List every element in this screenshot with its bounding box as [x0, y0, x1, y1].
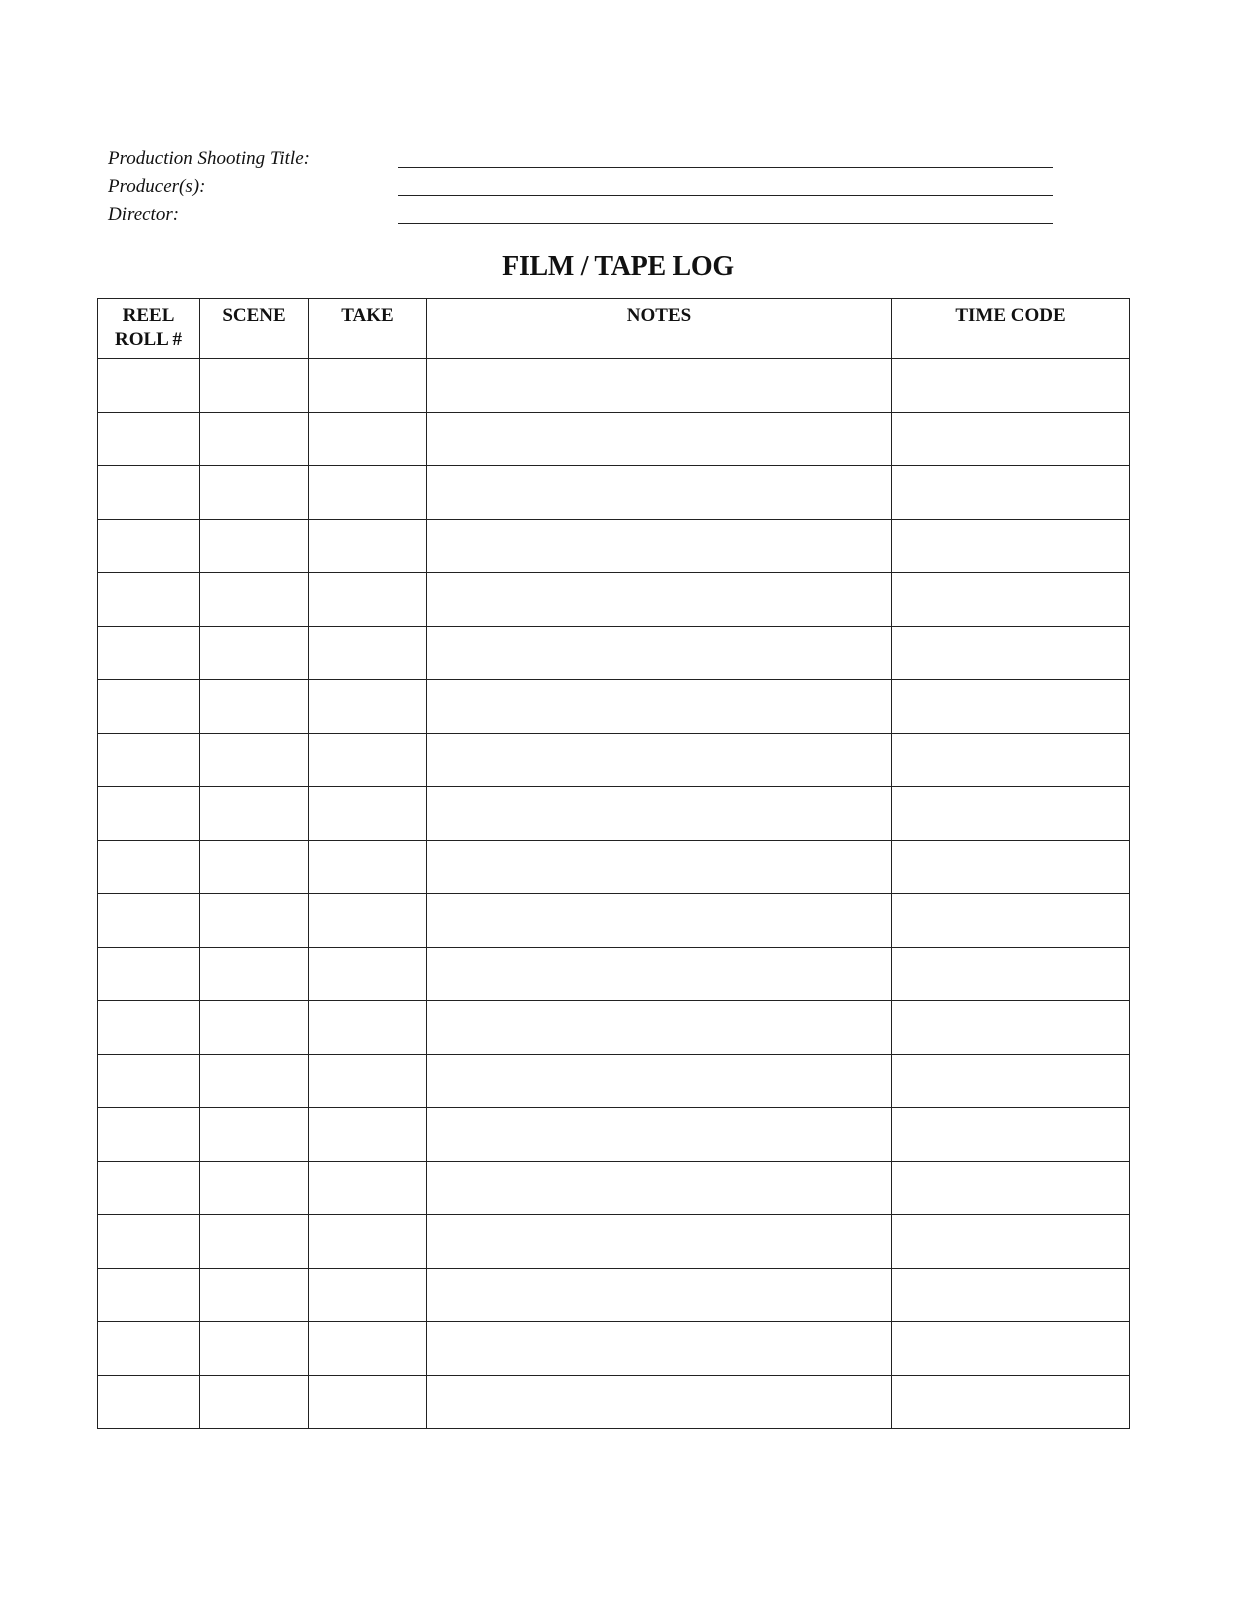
reel-roll-cell[interactable] [98, 573, 200, 627]
take-cell[interactable] [309, 1215, 427, 1269]
time-code-cell[interactable] [892, 787, 1130, 841]
notes-cell[interactable] [427, 1375, 892, 1429]
column-header-scene: SCENE [200, 299, 309, 359]
notes-cell[interactable] [427, 626, 892, 680]
take-cell[interactable] [309, 412, 427, 466]
take-cell[interactable] [309, 680, 427, 734]
scene-cell[interactable] [200, 1001, 309, 1055]
production-title-field[interactable] [398, 167, 1053, 168]
reel-roll-cell[interactable] [98, 1054, 200, 1108]
table-row [98, 1054, 1130, 1108]
take-cell[interactable] [309, 1161, 427, 1215]
take-cell[interactable] [309, 1322, 427, 1376]
scene-cell[interactable] [200, 1322, 309, 1376]
time-code-cell[interactable] [892, 894, 1130, 948]
take-cell[interactable] [309, 1375, 427, 1429]
notes-cell[interactable] [427, 787, 892, 841]
time-code-cell[interactable] [892, 947, 1130, 1001]
table-row [98, 840, 1130, 894]
time-code-cell[interactable] [892, 1054, 1130, 1108]
notes-cell[interactable] [427, 894, 892, 948]
take-cell[interactable] [309, 519, 427, 573]
scene-cell[interactable] [200, 1375, 309, 1429]
scene-cell[interactable] [200, 519, 309, 573]
production-info [108, 146, 1058, 230]
time-code-cell[interactable] [892, 359, 1130, 413]
reel-roll-cell[interactable] [98, 1268, 200, 1322]
time-code-cell[interactable] [892, 1375, 1130, 1429]
table-row [98, 1108, 1130, 1162]
scene-cell[interactable] [200, 947, 309, 1001]
column-header-time-code: TIME CODE [892, 299, 1130, 359]
table-row [98, 1215, 1130, 1269]
scene-cell[interactable] [200, 626, 309, 680]
time-code-cell[interactable] [892, 1215, 1130, 1269]
scene-cell[interactable] [200, 359, 309, 413]
table-row [98, 894, 1130, 948]
scene-cell[interactable] [200, 1215, 309, 1269]
time-code-cell[interactable] [892, 1268, 1130, 1322]
table-row [98, 626, 1130, 680]
take-cell[interactable] [309, 359, 427, 413]
notes-cell[interactable] [427, 1108, 892, 1162]
notes-cell[interactable] [427, 840, 892, 894]
notes-cell[interactable] [427, 680, 892, 734]
time-code-cell[interactable] [892, 1001, 1130, 1055]
reel-roll-cell[interactable] [98, 412, 200, 466]
take-cell[interactable] [309, 894, 427, 948]
table-row [98, 1268, 1130, 1322]
notes-cell[interactable] [427, 466, 892, 520]
director-field[interactable] [398, 223, 1053, 224]
reel-roll-cell[interactable] [98, 1108, 200, 1162]
notes-cell[interactable] [427, 733, 892, 787]
director-label: Director: [108, 204, 180, 225]
take-cell[interactable] [309, 573, 427, 627]
scene-cell[interactable] [200, 573, 309, 627]
take-cell[interactable] [309, 466, 427, 520]
time-code-cell[interactable] [892, 519, 1130, 573]
time-code-cell[interactable] [892, 1161, 1130, 1215]
notes-cell[interactable] [427, 1054, 892, 1108]
reel-roll-cell[interactable] [98, 1215, 200, 1269]
scene-cell[interactable] [200, 680, 309, 734]
column-header-reel-roll: REEL ROLL # [98, 299, 200, 359]
reel-roll-cell[interactable] [98, 787, 200, 841]
producers-row [108, 174, 1058, 202]
take-cell[interactable] [309, 840, 427, 894]
table-row [98, 412, 1130, 466]
scene-cell[interactable] [200, 840, 309, 894]
notes-cell[interactable] [427, 1001, 892, 1055]
time-code-cell[interactable] [892, 626, 1130, 680]
table-row [98, 1375, 1130, 1429]
table-header-row [98, 299, 1130, 359]
reel-roll-cell[interactable] [98, 359, 200, 413]
producers-label: Producer(s): [108, 176, 206, 197]
reel-roll-cell[interactable] [98, 1001, 200, 1055]
scene-cell[interactable] [200, 787, 309, 841]
time-code-cell[interactable] [892, 680, 1130, 734]
time-code-cell[interactable] [892, 733, 1130, 787]
notes-cell[interactable] [427, 1268, 892, 1322]
notes-cell[interactable] [427, 573, 892, 627]
reel-roll-cell[interactable] [98, 1375, 200, 1429]
table-row [98, 1322, 1130, 1376]
scene-cell[interactable] [200, 466, 309, 520]
take-cell[interactable] [309, 787, 427, 841]
producers-field[interactable] [398, 195, 1053, 196]
film-tape-log-table [97, 298, 1130, 1429]
reel-roll-cell[interactable] [98, 733, 200, 787]
table-body [98, 359, 1130, 1429]
notes-cell[interactable] [427, 947, 892, 1001]
director-row [108, 202, 1058, 230]
time-code-cell[interactable] [892, 1322, 1130, 1376]
table-row [98, 1001, 1130, 1055]
take-cell[interactable] [309, 1001, 427, 1055]
production-title-row [108, 146, 1058, 174]
scene-cell[interactable] [200, 894, 309, 948]
scene-cell[interactable] [200, 1268, 309, 1322]
production-title-label: Production Shooting Title: [108, 148, 310, 169]
scene-cell[interactable] [200, 733, 309, 787]
table-row [98, 359, 1130, 413]
table-row [98, 466, 1130, 520]
column-header-take: TAKE [309, 299, 427, 359]
notes-cell[interactable] [427, 519, 892, 573]
take-cell[interactable] [309, 626, 427, 680]
take-cell[interactable] [309, 1054, 427, 1108]
scene-cell[interactable] [200, 1108, 309, 1162]
table-row [98, 1161, 1130, 1215]
table-row [98, 787, 1130, 841]
time-code-cell[interactable] [892, 840, 1130, 894]
take-cell[interactable] [309, 1108, 427, 1162]
table-row [98, 573, 1130, 627]
reel-roll-cell[interactable] [98, 1322, 200, 1376]
reel-roll-cell[interactable] [98, 519, 200, 573]
reel-roll-cell[interactable] [98, 894, 200, 948]
take-cell[interactable] [309, 733, 427, 787]
table-row [98, 947, 1130, 1001]
reel-roll-cell[interactable] [98, 947, 200, 1001]
take-cell[interactable] [309, 1268, 427, 1322]
reel-roll-cell[interactable] [98, 626, 200, 680]
time-code-cell[interactable] [892, 1108, 1130, 1162]
take-cell[interactable] [309, 947, 427, 1001]
notes-cell[interactable] [427, 1322, 892, 1376]
column-header-notes: NOTES [427, 299, 892, 359]
notes-cell[interactable] [427, 1161, 892, 1215]
table-row [98, 733, 1130, 787]
document-title: FILM / TAPE LOG [502, 251, 734, 282]
time-code-cell[interactable] [892, 412, 1130, 466]
time-code-cell[interactable] [892, 573, 1130, 627]
table-row [98, 680, 1130, 734]
notes-cell[interactable] [427, 359, 892, 413]
scene-cell[interactable] [200, 412, 309, 466]
notes-cell[interactable] [427, 1215, 892, 1269]
notes-cell[interactable] [427, 412, 892, 466]
reel-roll-cell[interactable] [98, 680, 200, 734]
reel-roll-cell[interactable] [98, 840, 200, 894]
reel-roll-cell[interactable] [98, 1161, 200, 1215]
scene-cell[interactable] [200, 1161, 309, 1215]
table-row [98, 519, 1130, 573]
scene-cell[interactable] [200, 1054, 309, 1108]
time-code-cell[interactable] [892, 466, 1130, 520]
reel-roll-cell[interactable] [98, 466, 200, 520]
